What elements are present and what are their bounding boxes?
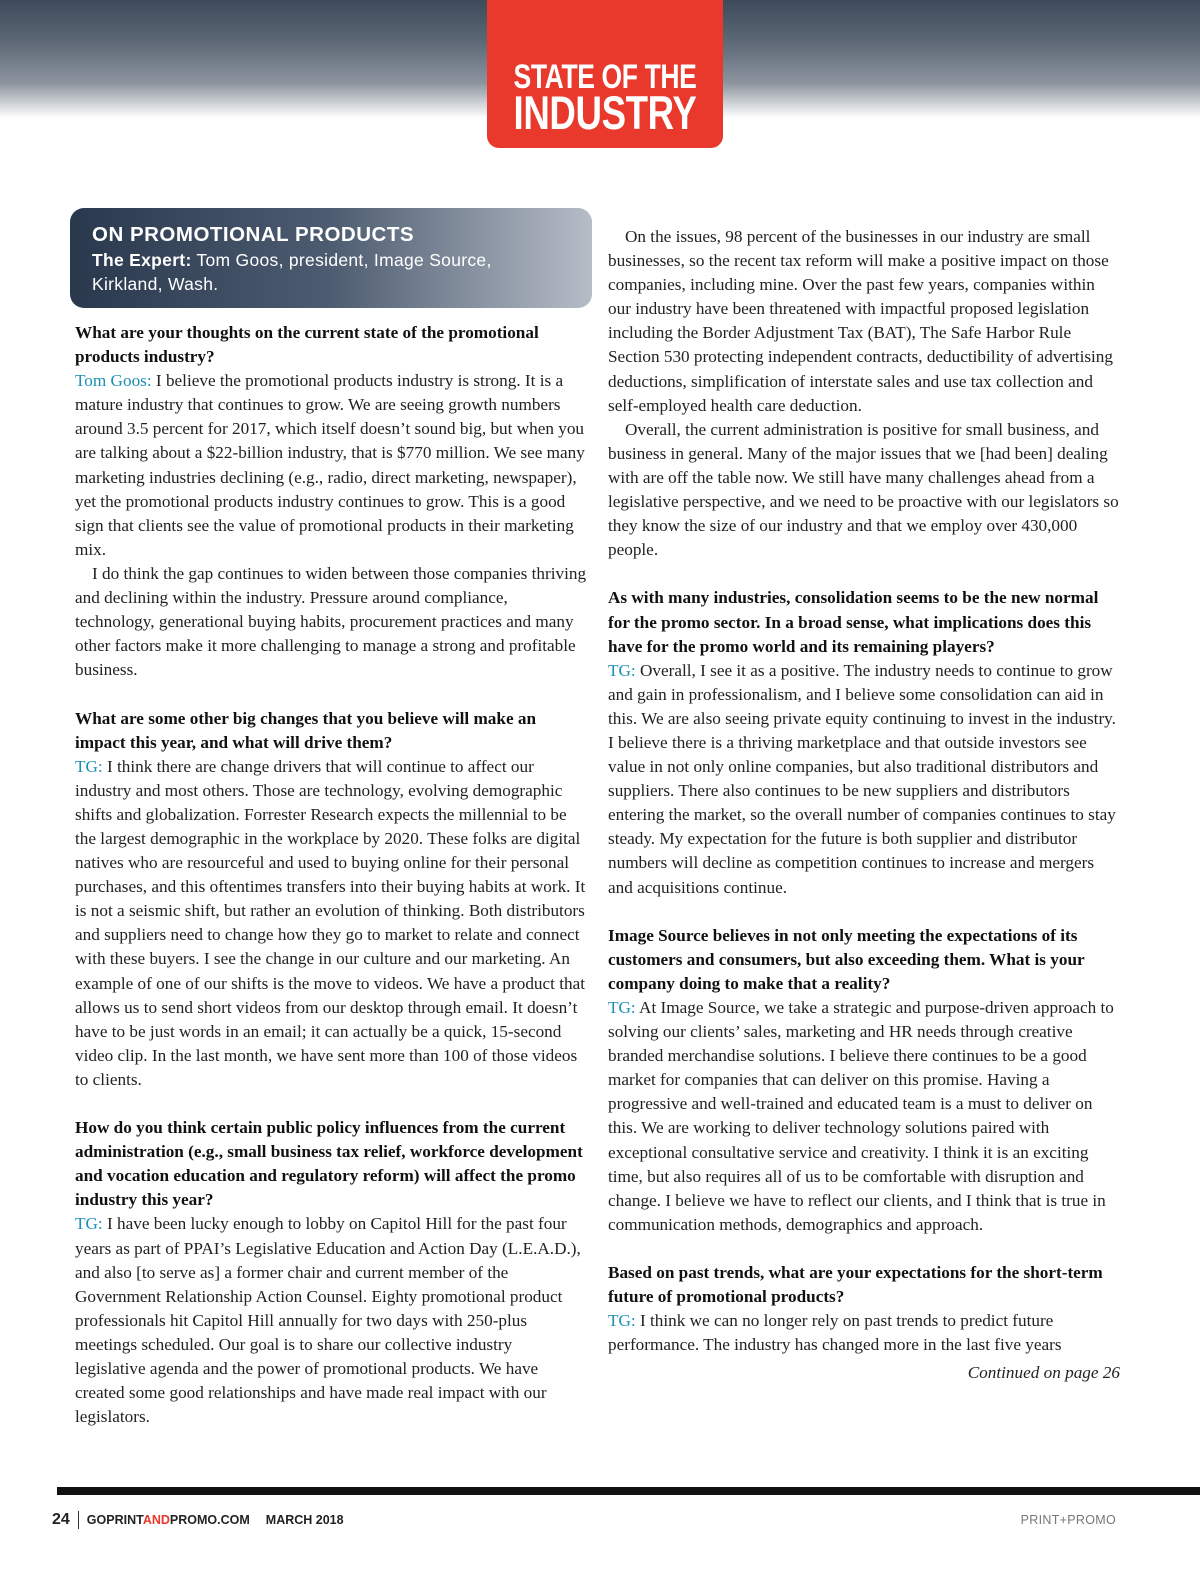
answer-6	[608, 1309, 1120, 1357]
continued-note: Continued on page 26	[967, 1363, 1120, 1383]
speaker-label: Tom Goos:	[75, 371, 152, 391]
answer-text: I have been lucky enough to lobby on Capitol Hill for the past four years as part of PPAI’s Legislative Education and Action Day (L.E.A.D.), and also [to serve as] a former chair and current member of the Government Relationship Action Counsel. Eighty promotional product professionals hit Capitol Hill annually for two days with 250-plus meetings scheduled. Our goal is to share our collective industry legislative agenda and the power of promotional products. We have created some good relationships and have made real impact with our legislators.	[75, 1214, 581, 1427]
right-column	[608, 225, 1120, 1386]
section-banner	[487, 0, 723, 148]
question-3: How do you think certain public policy influences from the current administration (e.g., small business tax relief, workforce development and vocation education and regulatory reform) will affect the promo industry this year?	[75, 1118, 583, 1210]
site-url[interactable]	[87, 1513, 250, 1527]
site-url-part3: PROMO.COM	[169, 1513, 250, 1527]
answer-text: I think we can no longer rely on past trends to predict future performance. The industry has changed more in the last five years	[608, 1311, 1062, 1355]
speaker-label: TG:	[75, 1214, 103, 1234]
answer-text: I think there are change drivers that will continue to affect our industry and most others. Those are technology, evolving demographic shifts and globalization. Forrester Research expects the millennial to be the largest demographic in the workplace by 2020. These folks are digital natives who are resourceful and used to buying online for their personal purchases, and this oftentimes transfers into their buying habits at work. It is not a seismic shift, but rather an evolution of thinking. Both distributors and suppliers need to change how they go to market to relate and connect with these buyers. I see the change in our culture and our marketing. An example of one of our shifts is the move to videos. We have a product that allows us to send short videos from our desktop through email. It doesn’t have to be just words in an email; it can actually be a quick, 15-second video clip. In the last month, we have sent more than 100 of those videos to clients.	[75, 756, 586, 1089]
answer-3	[75, 1212, 587, 1429]
question-5: Image Source believes in not only meeting the expectations of its customers and consumers, but also exceeding them. What is your company doing to make that a reality?	[608, 925, 1085, 993]
speaker-label: TG:	[608, 998, 636, 1017]
answer-3-paragraph-3: Overall, the current administration is positive for small business, and business in general. Many of the major issues that we [had been] dealing with are off the table now. We still have many challenges ahead from a legislative perspective, and we need to be proactive with our legislators so they know the size of our industry and that we employ over 430,000 people.	[608, 419, 1119, 560]
speaker-label: TG:	[75, 756, 103, 776]
answer-text: I believe the promotional products industry is strong. It is a mature industry that continues to grow. We are seeing growth numbers around 3.5 percent for 2017, which itself doesn’t sound big, but when you are talking about a $22-billion industry, that is $770 million. We see many marketing industries declining (e.g., radio, direct marketing, newspaper), yet the promotional products industry continues to grow. This is a good sign that clients see the value of promotional products in their marketing mix.	[75, 371, 585, 559]
issue-date: MARCH 2018	[265, 1513, 344, 1527]
footer-left	[52, 1510, 344, 1530]
question-4: As with many industries, consolidation seems to be the new normal for the promo sector. In a broad sense, what implications does this have for the promo world and its remaining players?	[608, 588, 1099, 656]
expert-box	[70, 208, 592, 308]
site-url-part1: GOPRINT	[86, 1513, 143, 1527]
expert-text: Tom Goos, president, Image Source, Kirkland, Wash.	[92, 250, 492, 294]
answer-5	[608, 996, 1120, 1237]
question-1: What are your thoughts on the current state of the promotional products industry?	[75, 323, 539, 367]
answer-2	[75, 755, 587, 1092]
speaker-label: TG:	[608, 660, 636, 680]
site-url-part2: AND	[142, 1513, 170, 1527]
footer-rule	[57, 1487, 1200, 1495]
expert-box-heading: ON PROMOTIONAL PRODUCTS	[92, 223, 415, 246]
answer-1-paragraph-2: I do think the gap continues to widen between those companies thriving and declining within the industry. Pressure around compliance, technology, generational buying habits, procurement practices and many other factors make it more challenging to manage a strong and profitable business.	[75, 563, 587, 680]
answer-4	[608, 659, 1120, 900]
left-column	[75, 321, 587, 1429]
footer-divider	[78, 1511, 79, 1529]
banner-line-1: STATE OF THE	[513, 58, 697, 96]
expert-label: The Expert:	[92, 250, 192, 270]
answer-text: Overall, I see it as a positive. The industry needs to continue to grow and gain in professionalism, and I believe some consolidation can aid in this. We are also seeing private equity continuing to invest in the industry. I believe there is a thriving marketplace and that outside investors see value in not only online companies, but also traditional distributors and suppliers. There also continues to be new suppliers and distributors entering the market, so the overall number of companies continues to stay steady. My expectation for the future is both supplier and distributor numbers will decline as competition continues to increase and mergers and acquisitions continue.	[608, 660, 1116, 897]
question-2: What are some other big changes that you believe will make an impact this year, and what will drive them?	[75, 708, 537, 752]
publication-name: PRINT+PROMO	[1020, 1513, 1116, 1527]
page-number: 24	[52, 1511, 70, 1528]
expert-info	[92, 248, 562, 296]
answer-text: At Image Source, we take a strategic and purpose-driven approach to solving our clients’ sales, marketing and HR needs through creative branded merchandise solutions. I believe there continues to be a good market for companies that can deliver on this promise. Having a progressive and well-trained and educated team is a must to deliver on this. We are working to deliver technology solutions paired with exceptional consultative service and creativity. I think it is an exciting time, but also requires all of us to be comfortable with disruption and change. I believe we have to reflect our clients, and I think that is true in communication methods, demographics and approach.	[608, 998, 1114, 1234]
answer-3-paragraph-2: On the issues, 98 percent of the businesses in our industry are small businesses, so the recent tax reform will make a positive impact on those companies, including mine. Over the past few years, companies within our industry have been threatened with impactful proposed legislation including the Border Adjustment Tax (BAT), The Safe Harbor Rule Section 530 protecting independent contracts, deductibility of advertising deductions, simplification of interstate sales and use tax collection and self-employed health care deduction.	[608, 227, 1113, 415]
answer-1	[75, 369, 587, 562]
banner-line-2: INDUSTRY	[513, 86, 697, 139]
speaker-label: TG:	[608, 1311, 636, 1331]
question-6: Based on past trends, what are your expectations for the short-term future of promotional products?	[608, 1263, 1103, 1307]
